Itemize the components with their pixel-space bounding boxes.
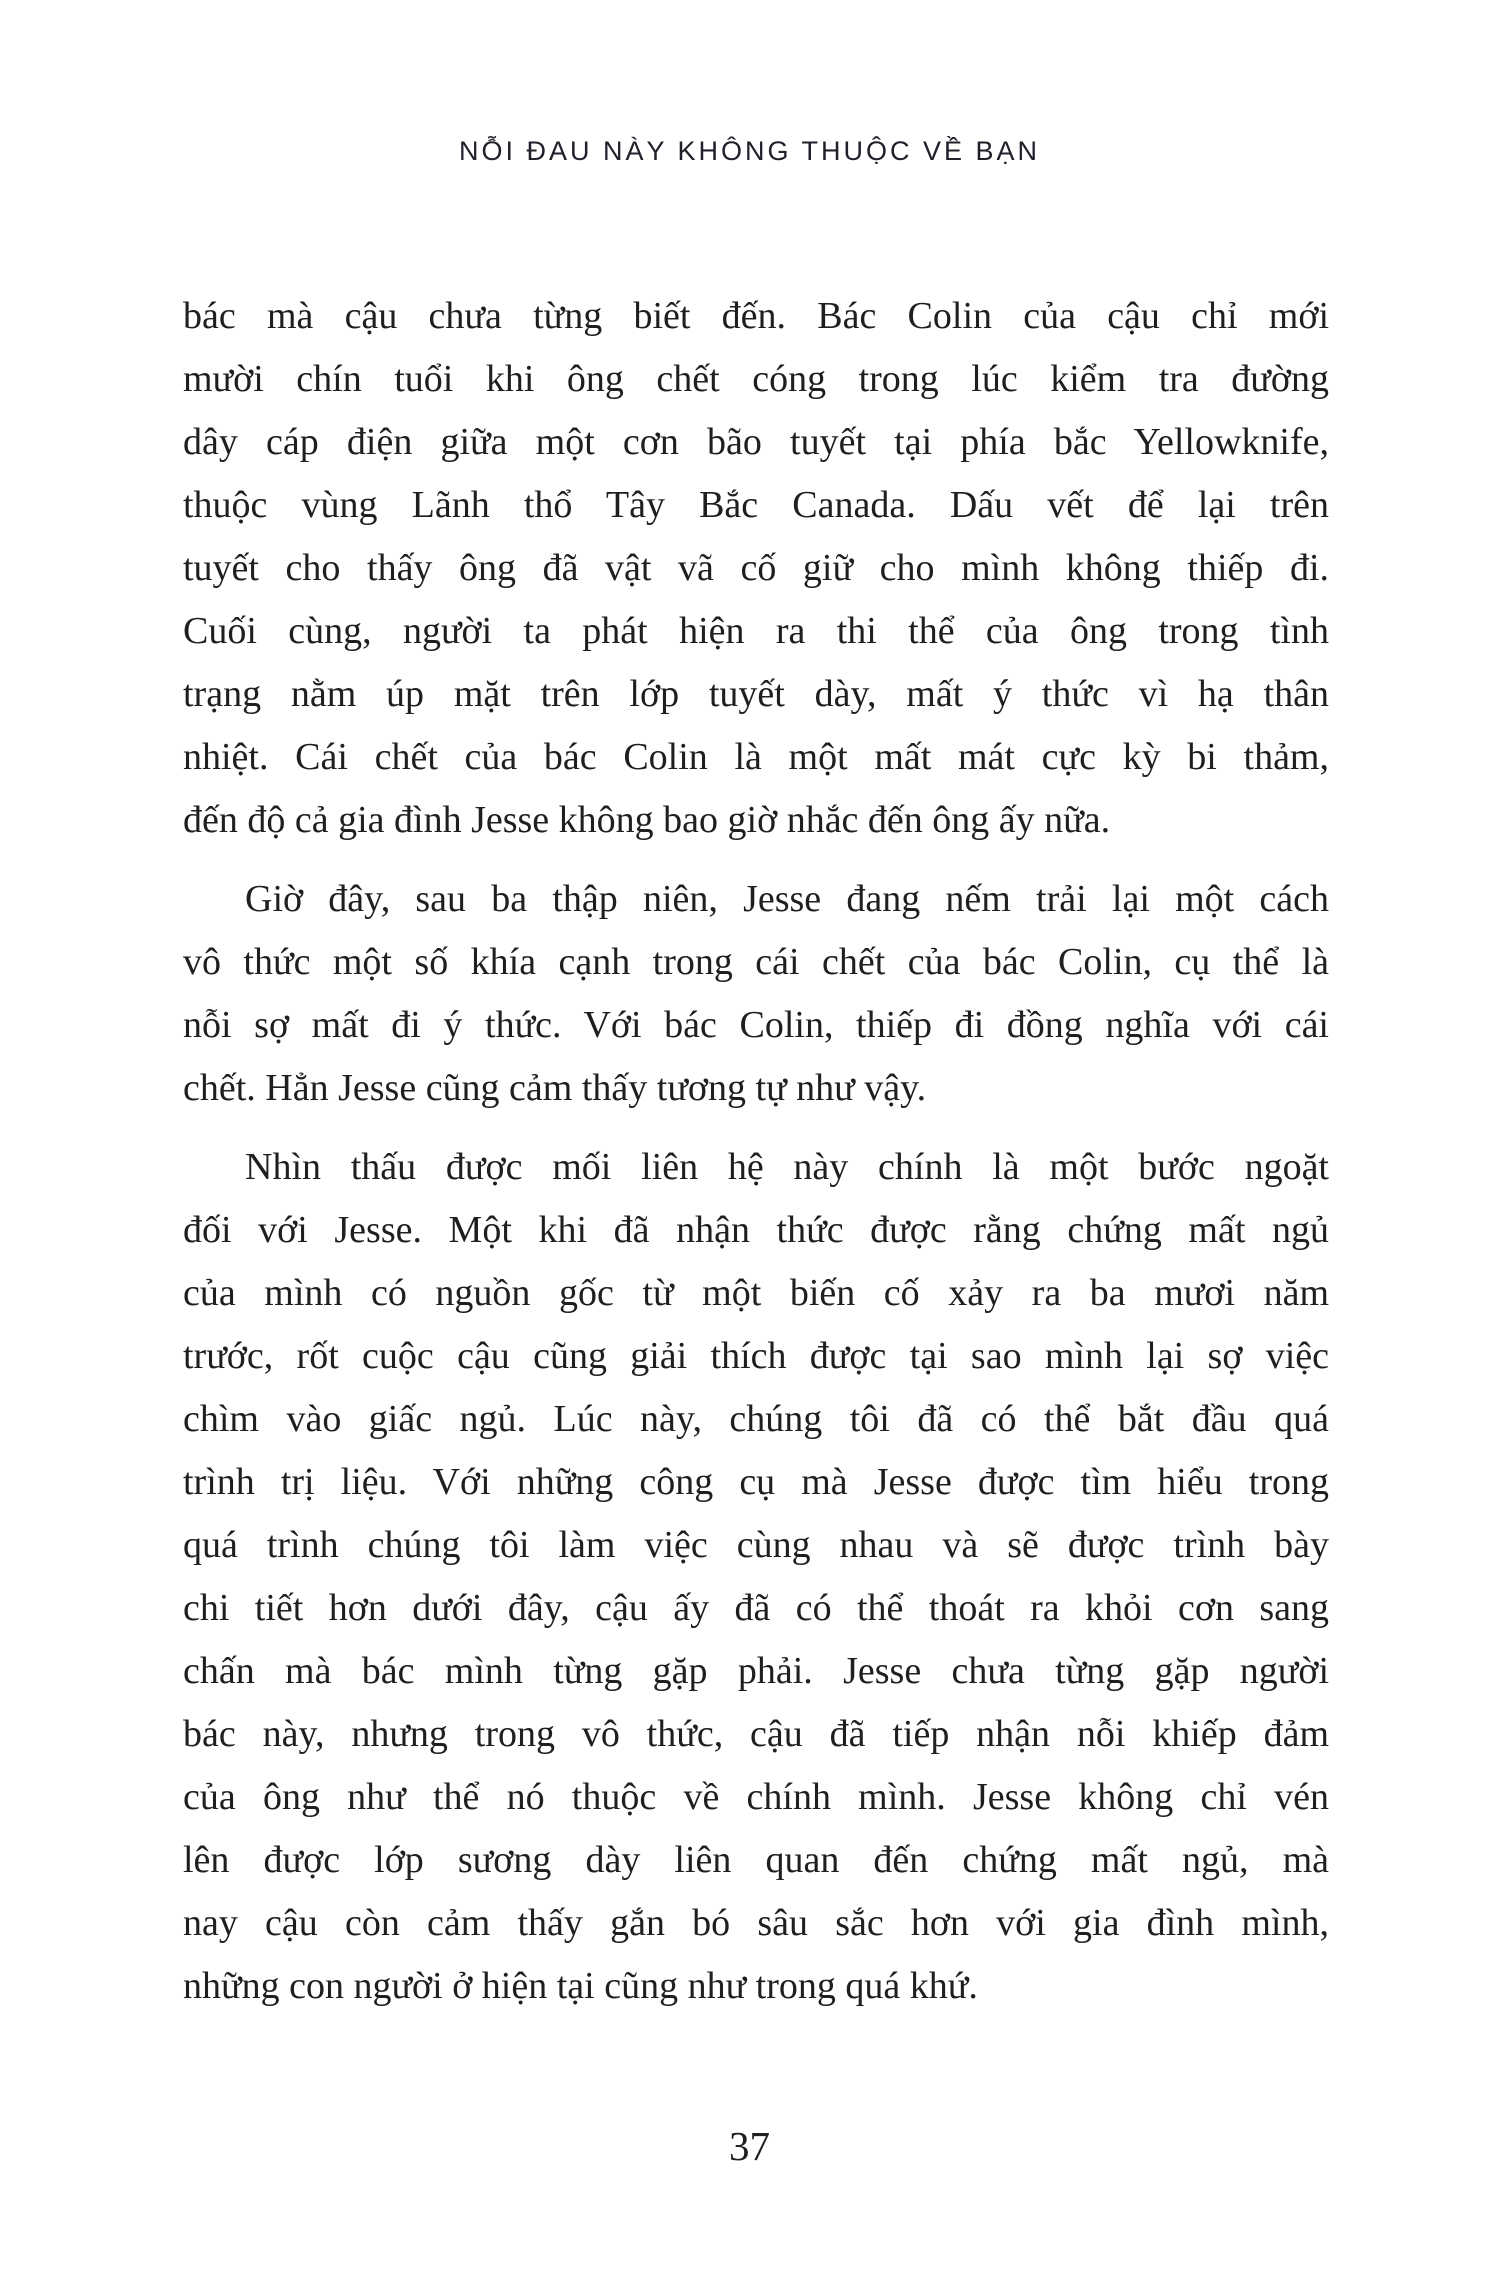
text-line: đến độ cả gia đình Jesse không bao giờ nhắc đến ông ấy nữa. [183,799,1111,841]
text-line: chấn mà bác mình từng gặp phải. Jesse chưa từng gặp người [183,1650,1329,1692]
text-line: thuộc vùng Lãnh thổ Tây Bắc Canada. Dấu vết để lại trên [183,484,1329,526]
text-line: chi tiết hơn dưới đây, cậu ấy đã có thể thoát ra khỏi cơn sang [183,1587,1329,1629]
text-line: nỗi sợ mất đi ý thức. Với bác Colin, thiếp đi đồng nghĩa với cái [183,1004,1329,1046]
page-number: 37 [729,2123,770,2169]
body-text [183,285,1329,2018]
text-line: những con người ở hiện tại cũng như trong quá khứ. [183,1965,978,2007]
text-line: nhiệt. Cái chết của bác Colin là một mất mát cực kỳ bi thảm, [183,736,1329,778]
text-line: lên được lớp sương dày liên quan đến chứng mất ngủ, mà [183,1839,1329,1881]
text-line: bác này, nhưng trong vô thức, cậu đã tiếp nhận nỗi khiếp đảm [183,1713,1329,1755]
text-line: trạng nằm úp mặt trên lớp tuyết dày, mất ý thức vì hạ thân [183,673,1329,715]
text-line: trình trị liệu. Với những công cụ mà Jesse được tìm hiểu trong [183,1461,1329,1503]
paragraph [183,1136,1329,2018]
text-line: của ông như thể nó thuộc về chính mình. Jesse không chỉ vén [183,1776,1329,1818]
paragraph [183,285,1329,852]
text-line: chết. Hẳn Jesse cũng cảm thấy tương tự như vậy. [183,1067,927,1109]
text-line: Giờ đây, sau ba thập niên, Jesse đang nếm trải lại một cách [245,878,1329,920]
text-line: trước, rốt cuộc cậu cũng giải thích được tại sao mình lại sợ việc [183,1335,1329,1377]
paragraph [183,868,1329,1120]
text-line: chìm vào giấc ngủ. Lúc này, chúng tôi đã có thể bắt đầu quá [183,1398,1329,1440]
text-line: dây cáp điện giữa một cơn bão tuyết tại phía bắc Yellowknife, [183,421,1329,463]
text-line: tuyết cho thấy ông đã vật vã cố giữ cho mình không thiếp đi. [183,547,1329,589]
text-line: đối với Jesse. Một khi đã nhận thức được rằng chứng mất ngủ [183,1209,1329,1251]
text-line: của mình có nguồn gốc từ một biến cố xảy ra ba mươi năm [183,1272,1329,1314]
text-line: vô thức một số khía cạnh trong cái chết của bác Colin, cụ thể là [183,941,1329,983]
running-header: NỖI ĐAU NÀY KHÔNG THUỘC VỀ BẠN [458,136,1041,166]
text-line: bác mà cậu chưa từng biết đến. Bác Colin của cậu chỉ mới [183,295,1329,337]
text-line: quá trình chúng tôi làm việc cùng nhau và sẽ được trình bày [183,1524,1329,1566]
text-line: mười chín tuổi khi ông chết cóng trong lúc kiểm tra đường [183,358,1329,400]
text-line: nay cậu còn cảm thấy gắn bó sâu sắc hơn với gia đình mình, [183,1902,1329,1944]
text-line: Cuối cùng, người ta phát hiện ra thi thể của ông trong tình [183,610,1329,652]
text-line: Nhìn thấu được mối liên hệ này chính là một bước ngoặt [245,1146,1329,1188]
